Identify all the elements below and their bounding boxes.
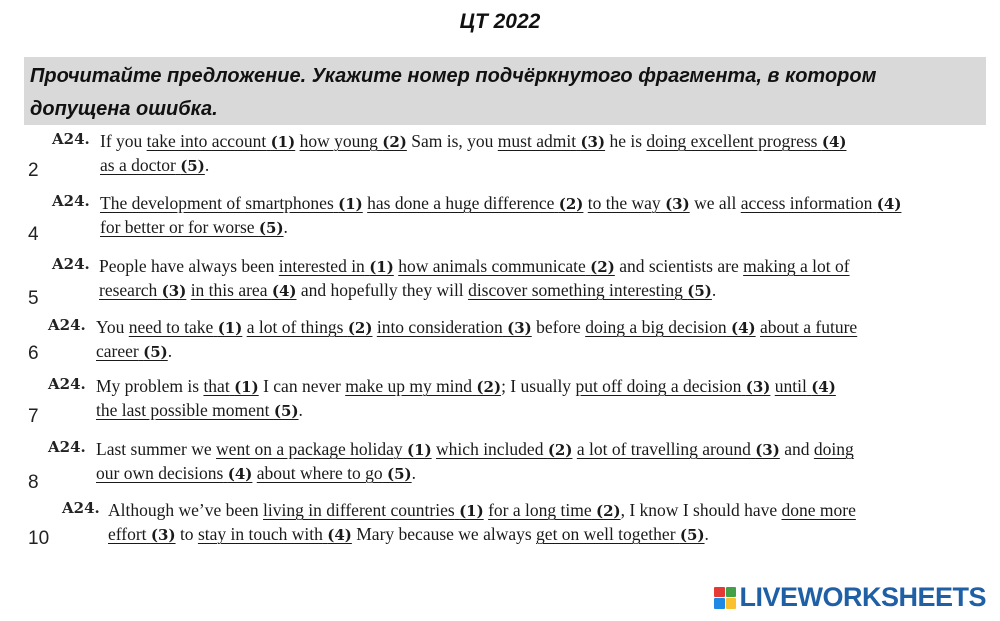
underlined-fragment	[743, 256, 849, 276]
task-label: A24.	[52, 255, 90, 273]
fragment-text: interested in	[278, 256, 365, 276]
plain-text: My problem is	[96, 376, 204, 396]
fragment-text: a lot of travelling around	[576, 439, 751, 459]
plain-text: I can never	[258, 376, 346, 396]
fragment-number: (4)	[821, 133, 847, 151]
sentence-line	[96, 399, 836, 423]
underlined-fragment	[216, 439, 432, 459]
underlined-fragment	[577, 439, 780, 459]
fragment-text: effort	[108, 524, 147, 544]
task-sentence	[100, 130, 846, 178]
plain-text: .	[704, 524, 709, 544]
fragment-number: (4)	[227, 465, 253, 483]
underlined-fragment	[575, 376, 770, 396]
plain-text: .	[411, 463, 417, 483]
fragment-number: (4)	[811, 378, 836, 396]
fragment-number: (5)	[143, 343, 168, 361]
sentence-line	[100, 154, 846, 178]
task-item	[0, 255, 1000, 315]
plain-text: You	[96, 317, 129, 337]
plain-text: we all	[689, 193, 741, 213]
underlined-fragment	[108, 524, 176, 544]
underlined-fragment	[100, 217, 284, 237]
fragment-text: career	[96, 341, 139, 361]
underlined-fragment	[741, 193, 902, 213]
underlined-fragment	[191, 280, 297, 300]
fragment-text: which included	[436, 439, 544, 459]
fragment-number: (2)	[558, 195, 584, 213]
task-number: 4	[28, 224, 39, 245]
task-number: 6	[28, 343, 39, 364]
fragment-number: (3)	[665, 195, 690, 213]
underlined-fragment	[436, 439, 572, 459]
logo-square-green	[726, 587, 737, 598]
fragment-text: The development of smartphones	[100, 193, 334, 213]
fragment-text: about where to go	[256, 463, 383, 483]
sentence-line	[99, 255, 850, 279]
task-label: A24.	[62, 499, 100, 517]
plain-text: and scientists are	[614, 256, 744, 276]
fragment-number: (3)	[150, 526, 176, 544]
underlined-fragment	[100, 155, 205, 175]
sentence-line	[99, 279, 850, 303]
fragment-number: (2)	[476, 378, 502, 396]
plain-text: .	[711, 280, 717, 300]
underlined-fragment	[367, 193, 583, 213]
fragment-number: (5)	[387, 465, 412, 483]
logo-square-blue	[714, 598, 725, 609]
underlined-fragment	[498, 131, 605, 151]
task-number: 5	[28, 288, 39, 309]
fragment-text: done more	[781, 500, 856, 520]
underlined-fragment	[96, 400, 299, 420]
fragment-text: a lot of things	[246, 317, 344, 337]
underlined-fragment	[775, 376, 836, 396]
underlined-fragment	[247, 317, 373, 337]
fragment-number: (2)	[347, 319, 373, 337]
underlined-fragment	[585, 317, 755, 337]
fragment-number: (2)	[382, 133, 407, 151]
underlined-fragment	[398, 256, 615, 276]
fragment-text: until	[774, 376, 807, 396]
underlined-fragment	[760, 317, 857, 337]
fragment-number: (1)	[234, 378, 259, 396]
plain-text: .	[283, 217, 288, 237]
fragment-number: (2)	[547, 441, 573, 459]
plain-text: ; I usually	[501, 376, 576, 396]
task-sentence	[100, 192, 901, 240]
task-item	[0, 130, 1000, 190]
fragment-number: (1)	[369, 258, 394, 276]
plain-text: .	[167, 341, 173, 361]
fragment-number: (2)	[590, 258, 615, 276]
fragment-text: about a future	[760, 317, 858, 337]
underlined-fragment	[468, 280, 712, 300]
logo-icon	[714, 587, 736, 609]
fragment-text: that	[203, 376, 230, 396]
fragment-text: access information	[740, 193, 873, 213]
fragment-number: (5)	[679, 526, 705, 544]
underlined-fragment	[129, 317, 243, 337]
sentence-line	[96, 438, 854, 462]
fragment-number: (4)	[271, 282, 297, 300]
fragment-number: (5)	[273, 402, 299, 420]
underlined-fragment	[536, 524, 705, 544]
fragment-number: (5)	[180, 157, 205, 175]
fragment-text: for a long time	[488, 500, 592, 520]
fragment-text: must admit	[497, 131, 577, 151]
task-sentence	[96, 438, 854, 486]
fragment-text: for better or for worse	[100, 217, 255, 237]
fragment-text: doing a big decision	[585, 317, 727, 337]
liveworksheets-logo	[714, 582, 986, 613]
plain-text: he is	[605, 131, 647, 151]
underlined-fragment	[96, 341, 168, 361]
task-label: A24.	[48, 316, 86, 334]
fragment-number: (1)	[217, 319, 243, 337]
task-item	[0, 499, 1000, 559]
fragment-text: into consideration	[376, 317, 503, 337]
underlined-fragment	[488, 500, 621, 520]
fragment-number: (4)	[876, 195, 902, 213]
plain-text: to	[175, 524, 198, 544]
logo-text: LIVEWORKSHEETS	[739, 582, 986, 612]
underlined-fragment	[300, 131, 407, 151]
sentence-line	[96, 375, 836, 399]
task-number: 10	[28, 528, 50, 549]
fragment-text: take into account	[146, 131, 267, 151]
fragment-number: (2)	[595, 502, 621, 520]
fragment-number: (3)	[580, 133, 606, 151]
plain-text: and	[779, 439, 814, 459]
underlined-fragment	[147, 131, 296, 151]
sentence-line	[100, 192, 901, 216]
underlined-fragment	[100, 193, 363, 213]
fragment-text: need to take	[128, 317, 214, 337]
fragment-text: get on well together	[536, 524, 676, 544]
plain-text: If you	[100, 131, 147, 151]
fragment-text: doing	[813, 439, 854, 459]
underlined-fragment	[263, 500, 484, 520]
underlined-fragment	[203, 376, 258, 396]
task-sentence	[96, 375, 836, 423]
fragment-text: stay in touch with	[197, 524, 323, 544]
fragment-number: (3)	[161, 282, 187, 300]
page-title: ЦТ 2022	[459, 10, 541, 33]
fragment-number: (4)	[327, 526, 352, 544]
task-number: 8	[28, 472, 39, 493]
plain-text: Although we’ve been	[108, 500, 264, 520]
logo-square-red	[714, 587, 725, 598]
fragment-text: how animals communicate	[398, 256, 586, 276]
fragment-text: living in different countries	[263, 500, 455, 520]
task-label: A24.	[48, 438, 86, 456]
fragment-text: the last possible moment	[96, 400, 270, 420]
underlined-fragment	[198, 524, 352, 544]
task-item	[0, 438, 1000, 498]
fragment-number: (3)	[755, 441, 780, 459]
task-number: 2	[28, 160, 39, 181]
task-label: A24.	[48, 375, 86, 393]
fragment-text: make up my mind	[345, 376, 473, 396]
underlined-fragment	[345, 376, 501, 396]
task-label: A24.	[52, 192, 90, 210]
fragment-text: has done a huge difference	[367, 193, 555, 213]
fragment-number: (1)	[407, 441, 432, 459]
sentence-line	[96, 462, 854, 486]
task-item	[0, 375, 1000, 435]
underlined-fragment	[782, 500, 856, 520]
underlined-fragment	[96, 463, 252, 483]
task-item	[0, 192, 1000, 252]
plain-text: before	[531, 317, 586, 337]
task-label: A24.	[52, 130, 90, 148]
fragment-text: our own decisions	[96, 463, 224, 483]
fragment-text: discover something interesting	[468, 280, 683, 300]
task-number: 7	[28, 406, 39, 427]
task-sentence	[96, 316, 857, 364]
fragment-number: (3)	[507, 319, 532, 337]
instruction-box: Прочитайте предложение. Укажите номер подчёркнутого фрагмента, в котором допущена ошибка.	[24, 57, 986, 125]
sentence-line	[100, 216, 901, 240]
fragment-text: research	[99, 280, 158, 300]
fragment-text: in this area	[190, 280, 268, 300]
sentence-line	[108, 499, 856, 523]
fragment-number: (5)	[258, 219, 284, 237]
fragment-text: to the way	[587, 193, 661, 213]
logo-square-yellow	[726, 598, 737, 609]
underlined-fragment	[279, 256, 394, 276]
plain-text: Mary because we always	[351, 524, 537, 544]
fragment-text: how young	[299, 131, 378, 151]
plain-text: , I know I should have	[620, 500, 782, 520]
plain-text: Last summer we	[96, 439, 217, 459]
plain-text: and hopefully they will	[296, 280, 469, 300]
fragment-text: put off doing a decision	[575, 376, 742, 396]
fragment-text: went on a package holiday	[216, 439, 403, 459]
plain-text: People have always been	[99, 256, 279, 276]
fragment-number: (1)	[459, 502, 484, 520]
sentence-line	[96, 340, 857, 364]
underlined-fragment	[588, 193, 690, 213]
plain-text: .	[298, 400, 303, 420]
underlined-fragment	[377, 317, 532, 337]
fragment-text: making a lot of	[743, 256, 850, 276]
underlined-fragment	[646, 131, 846, 151]
fragment-number: (5)	[687, 282, 712, 300]
sentence-line	[96, 316, 857, 340]
sentence-line	[100, 130, 846, 154]
fragment-number: (1)	[338, 195, 363, 213]
task-sentence	[99, 255, 850, 303]
fragment-text: doing excellent progress	[646, 131, 818, 151]
fragment-number: (3)	[745, 378, 771, 396]
task-item	[0, 316, 1000, 376]
task-sentence	[108, 499, 856, 547]
sentence-line	[108, 523, 856, 547]
underlined-fragment	[257, 463, 412, 483]
underlined-fragment	[99, 280, 186, 300]
fragment-text: as a doctor	[100, 155, 176, 175]
plain-text: Sam is, you	[406, 131, 498, 151]
plain-text: .	[204, 155, 210, 175]
fragment-number: (1)	[270, 133, 296, 151]
fragment-number: (4)	[731, 319, 756, 337]
underlined-fragment	[814, 439, 854, 459]
